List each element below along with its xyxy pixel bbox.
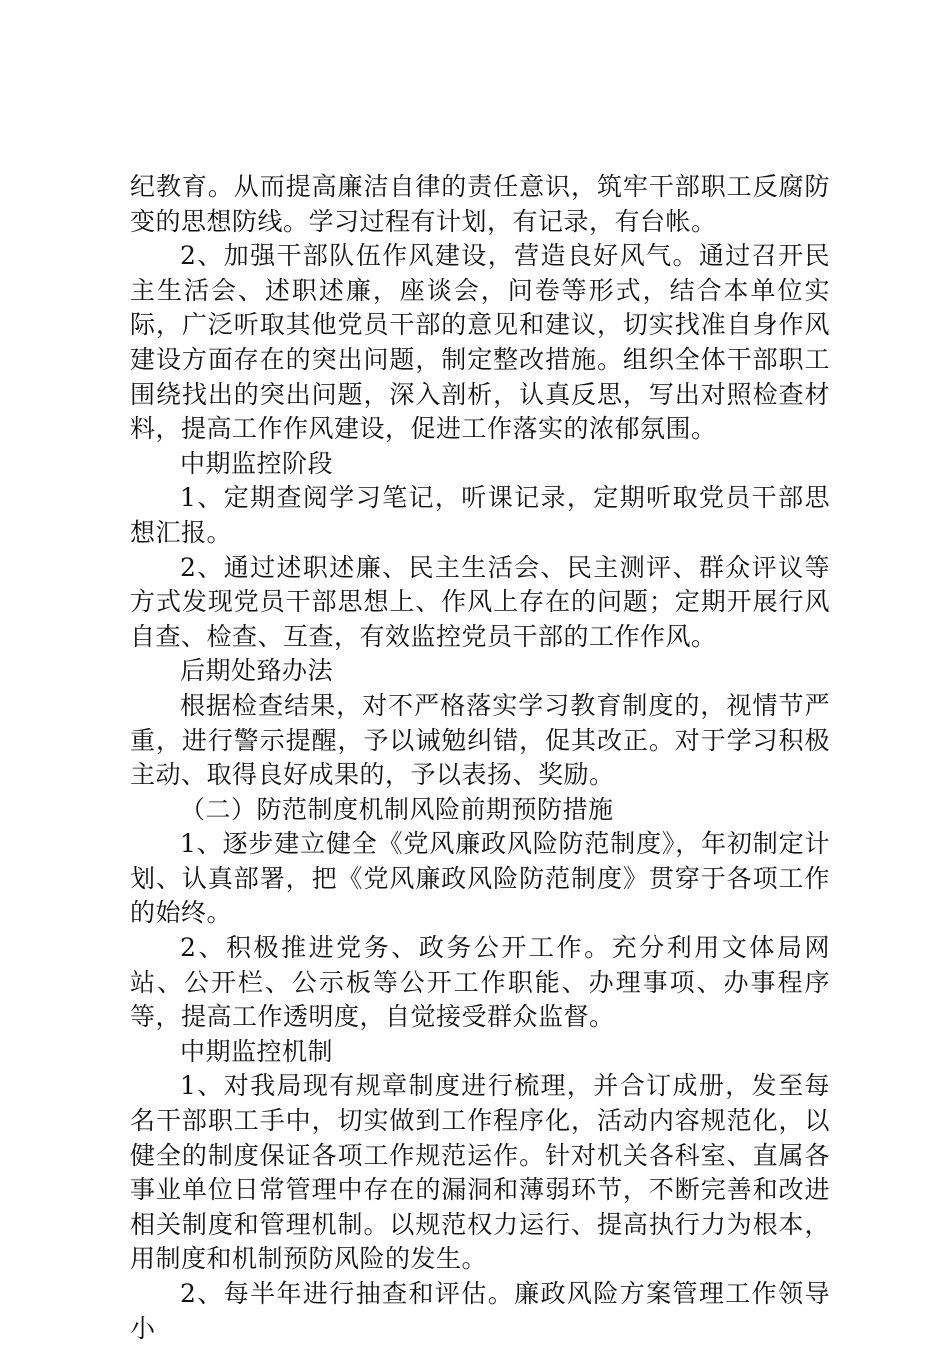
section-heading-mid-monitoring-stage: 中期监控阶段 — [180, 448, 334, 478]
document-body — [130, 170, 830, 1346]
paragraph-continuation: 纪教育。从而提高廉洁自律的责任意识，筑牢干部职工反腐防变的思想防线。学习过程有计划，有记录，有台帐。 — [130, 172, 830, 236]
paragraph-semiannual-check: 2、每半年进行抽查和评估。廉政风险方案管理工作领导小 — [130, 1279, 830, 1343]
section-heading-later-handling: 后期处臵办法 — [180, 656, 334, 686]
paragraph-public-affairs: 2、积极推进党务、政务公开工作。充分利用文体局网站、公开栏、公示板等公开工作职能、办理事项、办事程序等，提高工作透明度，自觉接受群众监督。 — [130, 933, 830, 1032]
paragraph-study-notes-review: 1、定期查阅学习笔记，听课记录，定期听取党员干部思想汇报。 — [130, 483, 830, 547]
paragraph-rules-review: 1、对我局现有规章制度进行梳理，并合订成册，发至每名干部职工手中，切实做到工作程序化，活动内容规范化，以健全的制度保证各项工作规范运作。针对机关各科室、直属各事业单位日常管理中存在的漏洞和薄弱环节，不断完善和改进相关制度和管理机制。以规范权力运行、提高执行力为根本，用制度和机制预防风险的发生。 — [130, 1071, 830, 1274]
paragraph-evaluation-methods: 2、通过述职述廉、民主生活会、民主测评、群众评议等方式发现党员干部思想上、作风上存在的问题；定期开展行风自查、检查、互查，有效监控党员干部的工作作风。 — [130, 552, 830, 651]
paragraph-cadre-style-building: 2、加强干部队伍作风建设，营造良好风气。通过召开民主生活会、述职述廉，座谈会，问卷等形式，结合本单位实际，广泛听取其他党员干部的意见和建议，切实找准自身作风建设方面存在的突出问题，制定整改措施。组织全体干部职工围绕找出的突出问题，深入剖析，认真反思，写出对照检查材料，提高工作作风建设，促进工作落实的浓郁氛围。 — [130, 241, 830, 444]
paragraph-risk-prevention-system: 1、逐步建立健全《党风廉政风险防范制度》，年初制定计划、认真部署，把《党风廉政风险防范制度》贯穿于各项工作的始终。 — [130, 829, 830, 928]
paragraph-inspection-results: 根据检查结果，对不严格落实学习教育制度的，视情节严重，进行警示提醒，予以诫勉纠错，促其改正。对于学习积极主动、取得良好成果的，予以表扬、奖励。 — [130, 690, 830, 790]
section-heading-institutional-risk: （二）防范制度机制风险前期预防措施 — [180, 794, 614, 824]
section-heading-mid-monitoring-mechanism: 中期监控机制 — [180, 1036, 334, 1066]
